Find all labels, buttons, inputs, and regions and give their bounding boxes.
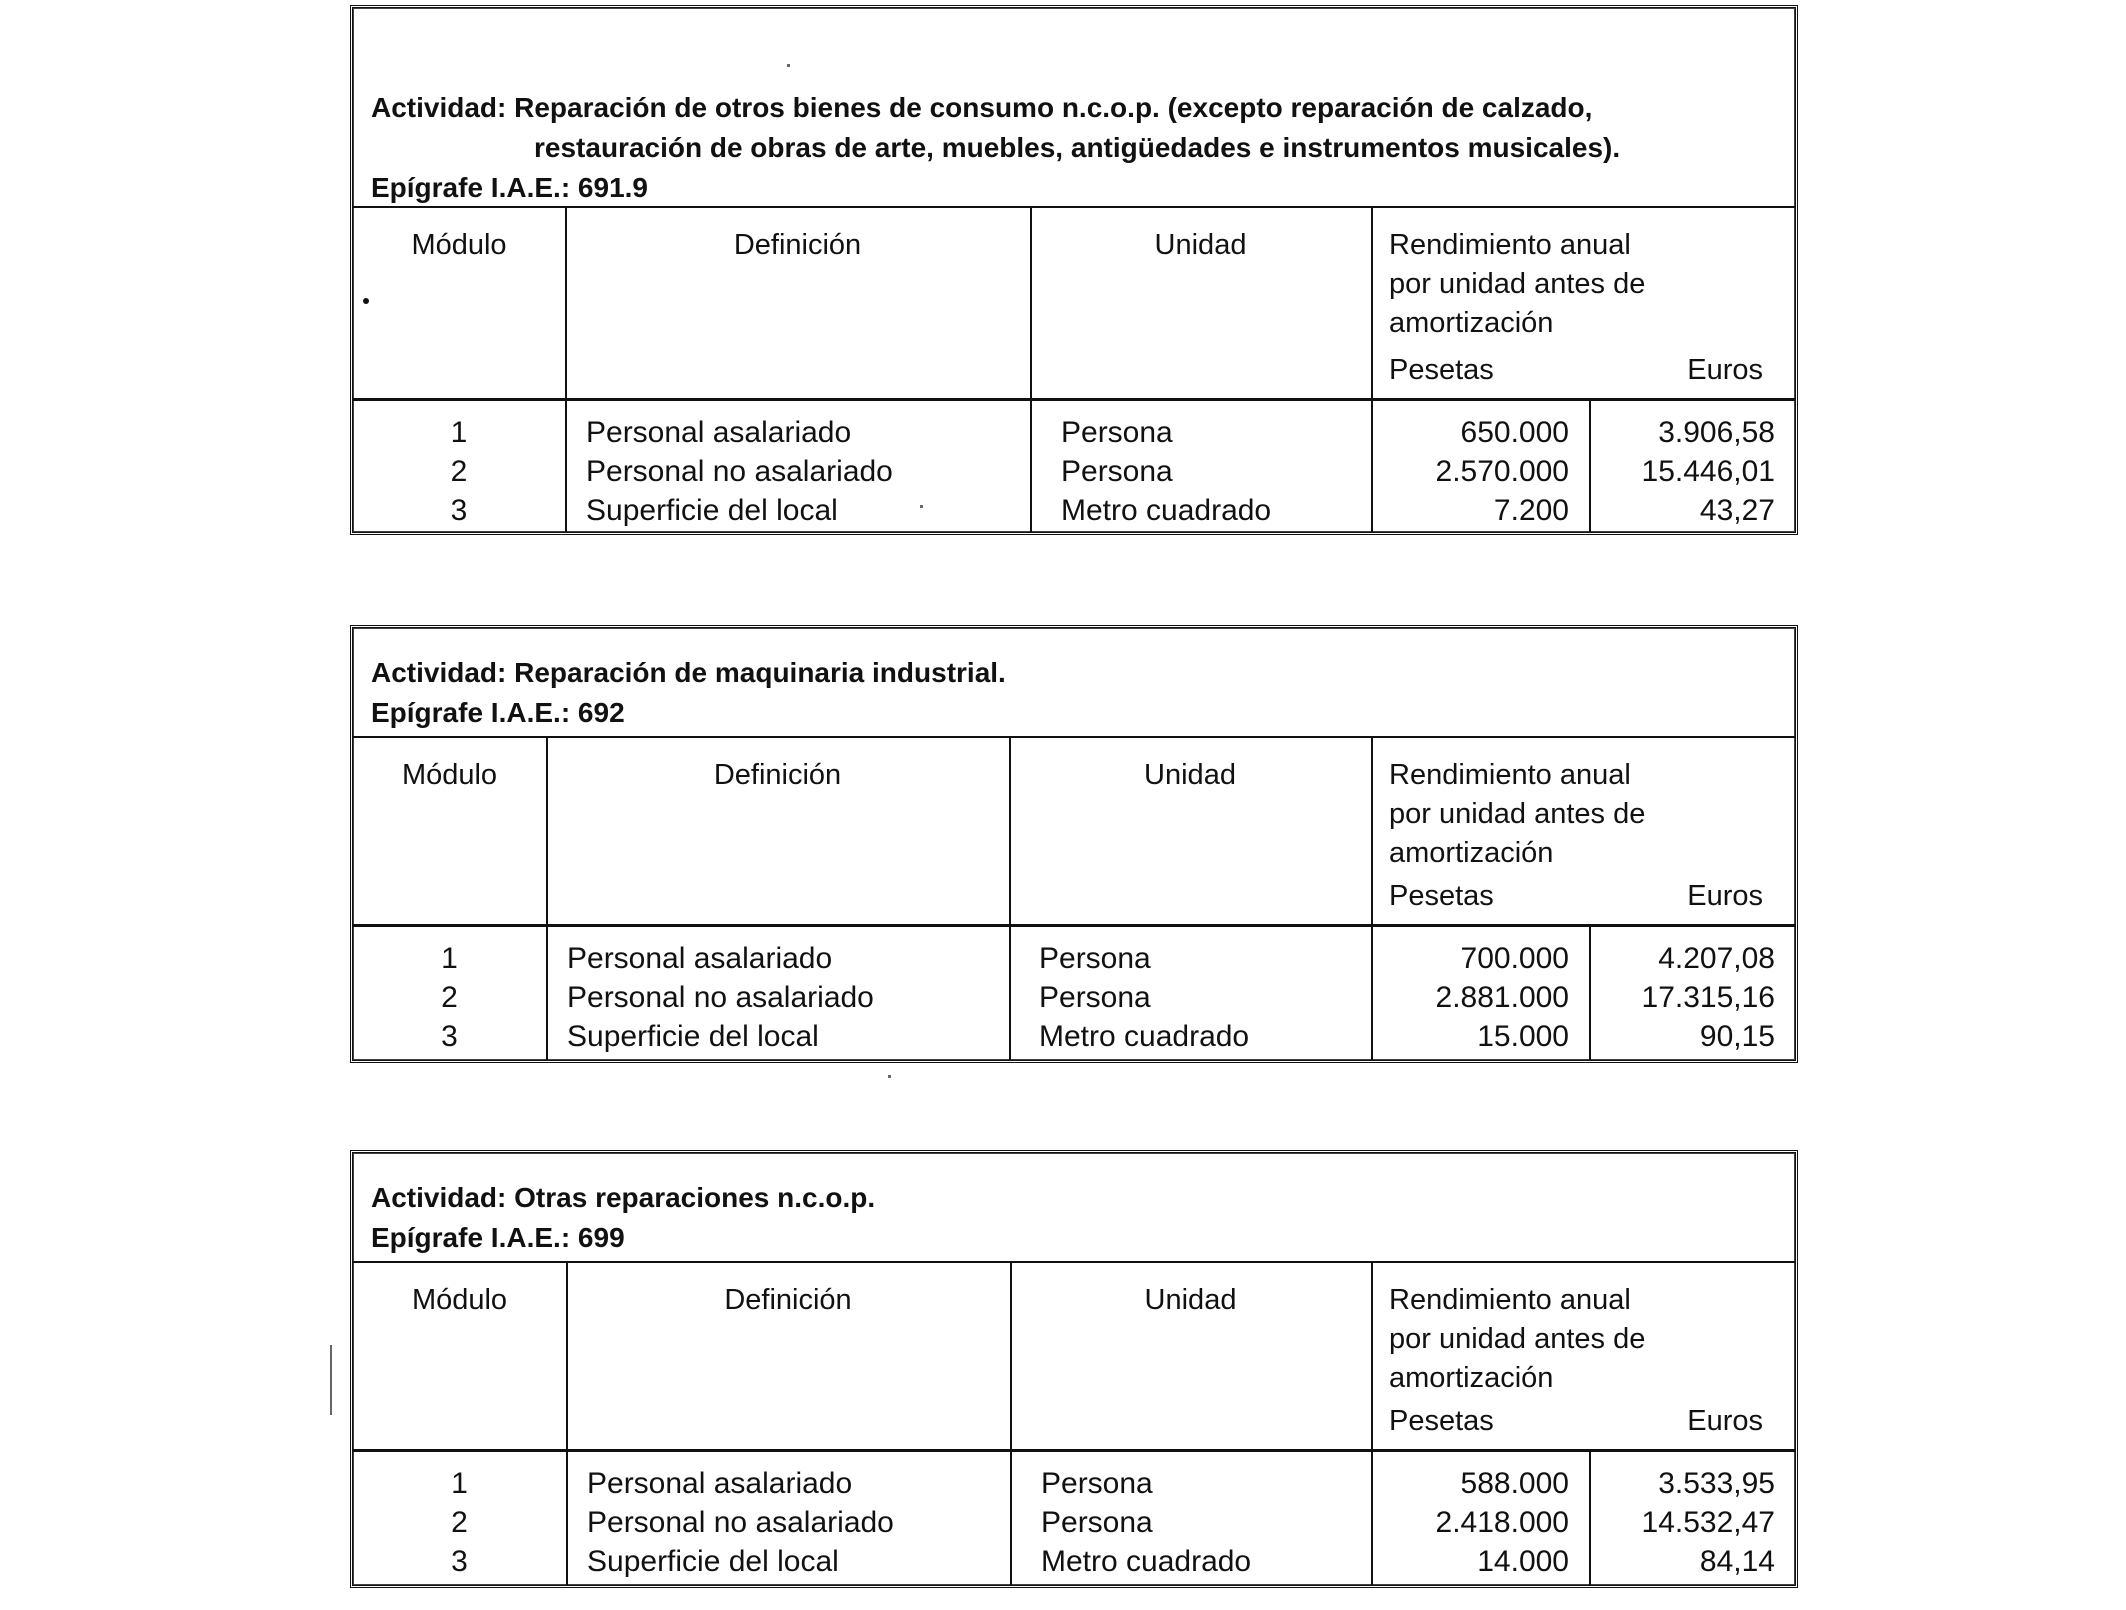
table-cell: 2.418.000: [1435, 1506, 1569, 1539]
table-cell: Metro cuadrado: [1061, 494, 1272, 527]
table-cell: 3.533,95: [1658, 1467, 1775, 1500]
epigrafe: Epígrafe I.A.E.: 699: [371, 1222, 625, 1253]
table-header: [353, 1263, 1795, 1452]
actividad-label: Actividad:: [371, 92, 507, 123]
table-cell: 2.570.000: [1435, 455, 1569, 488]
epigrafe: Epígrafe I.A.E.: 692: [371, 697, 625, 728]
epigrafe: Epígrafe I.A.E.: 691.9: [371, 172, 648, 203]
scan-speck: [787, 64, 790, 67]
header-euros: Euros: [1687, 354, 1763, 386]
table-cell: Metro cuadrado: [1039, 1020, 1250, 1053]
table-cell: 14.532,47: [1641, 1506, 1775, 1539]
module-table-692: [350, 625, 1798, 1063]
column-definicion: [567, 939, 874, 1056]
table-cell: 4.207,08: [1658, 942, 1775, 975]
table-cell: Superficie del local: [586, 494, 838, 527]
table-cell: 650.000: [1460, 416, 1569, 449]
actividad-label: Actividad:: [371, 1182, 507, 1213]
table-cell: Metro cuadrado: [1041, 1545, 1252, 1578]
table-cell: 2: [451, 1506, 468, 1539]
header-definicion: Definición: [713, 759, 842, 791]
actividad-text: Otras reparaciones n.c.o.p.: [514, 1182, 876, 1213]
table-cell: 2: [441, 981, 458, 1014]
table-title: [353, 8, 1795, 208]
column-pesetas: [1371, 939, 1569, 1056]
column-euros: [1589, 413, 1775, 530]
table-cell: 7.200: [1493, 494, 1569, 527]
module-table-691-9: [350, 5, 1798, 535]
column-euros: [1589, 939, 1775, 1056]
header-unidad: Unidad: [1144, 1284, 1237, 1316]
table-cell: 43,27: [1699, 494, 1775, 527]
table-cell: Persona: [1061, 416, 1173, 449]
table-cell: 3: [451, 1545, 468, 1578]
module-table-699: [350, 1150, 1798, 1588]
column-euros: [1589, 1464, 1775, 1581]
table-cell: Personal no asalariado: [586, 455, 893, 488]
header-definicion: Definición: [724, 1284, 852, 1316]
header-definicion: Definición: [733, 229, 862, 261]
column-modulo: [353, 1464, 566, 1581]
table-cell: 2.881.000: [1435, 981, 1569, 1014]
header-rendimiento: Rendimiento anual por unidad antes de amortización: [1389, 759, 1646, 869]
table-cell: Persona: [1039, 942, 1151, 975]
table-cell: Personal asalariado: [587, 1467, 853, 1500]
table-cell: 1: [441, 942, 458, 975]
table-cell: 1: [450, 416, 468, 449]
table-cell: 3.906,58: [1658, 416, 1775, 449]
column-pesetas: [1371, 1464, 1569, 1581]
table-body: [353, 924, 1795, 1060]
table-cell: 15.000: [1477, 1020, 1569, 1053]
table-cell: 3: [441, 1020, 458, 1053]
column-modulo: [353, 939, 546, 1056]
table-cell: 700.000: [1460, 942, 1569, 975]
table-cell: Persona: [1041, 1506, 1153, 1539]
column-unidad: [1061, 413, 1271, 530]
actividad-text-continued: restauración de obras de arte, muebles, antigüedades e instrumentos musicales).: [534, 132, 1621, 163]
header-euros: Euros: [1687, 1405, 1763, 1437]
actividad-text: Reparación de otros bienes de consumo n.c.o.p. (excepto reparación de calzado,: [514, 92, 1593, 123]
scan-speck: [888, 1075, 891, 1078]
table-title: [353, 628, 1795, 738]
table-cell: 2: [450, 455, 468, 488]
table-cell: Personal asalariado: [586, 416, 852, 449]
table-header: [353, 208, 1795, 401]
actividad-text: Reparación de maquinaria industrial.: [514, 657, 1006, 688]
table-cell: 17.315,16: [1641, 981, 1775, 1014]
table-cell: 3: [450, 494, 468, 527]
header-pesetas: Pesetas: [1389, 354, 1494, 386]
header-euros: Euros: [1687, 880, 1763, 912]
table-cell: 15.446,01: [1641, 455, 1775, 488]
header-modulo: Módulo: [411, 1284, 508, 1316]
table-cell: Persona: [1039, 981, 1151, 1014]
header-modulo: Módulo: [401, 759, 498, 791]
column-definicion: [586, 413, 893, 530]
table-cell: Personal no asalariado: [567, 981, 874, 1014]
column-modulo: [353, 413, 565, 530]
table-header: [353, 738, 1795, 927]
table-body: [353, 1449, 1795, 1585]
column-unidad: [1039, 939, 1249, 1056]
scan-speck: [330, 1345, 332, 1415]
column-definicion: [587, 1464, 894, 1581]
table-cell: Superficie del local: [587, 1545, 839, 1578]
table-cell: Personal no asalariado: [587, 1506, 894, 1539]
header-pesetas: Pesetas: [1389, 880, 1494, 912]
column-pesetas: [1371, 413, 1569, 530]
table-cell: 90,15: [1699, 1020, 1775, 1053]
table-cell: 84,14: [1699, 1545, 1775, 1578]
column-unidad: [1041, 1464, 1251, 1581]
table-cell: Persona: [1061, 455, 1173, 488]
header-rendimiento: Rendimiento anual por unidad antes de amortización: [1389, 229, 1646, 339]
header-unidad: Unidad: [1154, 229, 1247, 261]
table-title: [353, 1153, 1795, 1263]
table-cell: 14.000: [1477, 1545, 1569, 1578]
scan-speck: [920, 505, 923, 508]
table-cell: 1: [451, 1467, 468, 1500]
table-cell: Personal asalariado: [567, 942, 833, 975]
table-cell: Persona: [1041, 1467, 1153, 1500]
header-modulo: Módulo: [411, 229, 507, 261]
table-cell: 588.000: [1460, 1467, 1569, 1500]
header-pesetas: Pesetas: [1389, 1405, 1494, 1437]
table-cell: Superficie del local: [567, 1020, 819, 1053]
header-rendimiento: Rendimiento anual por unidad antes de amortización: [1389, 1284, 1646, 1394]
header-unidad: Unidad: [1144, 759, 1236, 791]
table-body: [353, 398, 1795, 532]
actividad-label: Actividad:: [371, 657, 507, 688]
